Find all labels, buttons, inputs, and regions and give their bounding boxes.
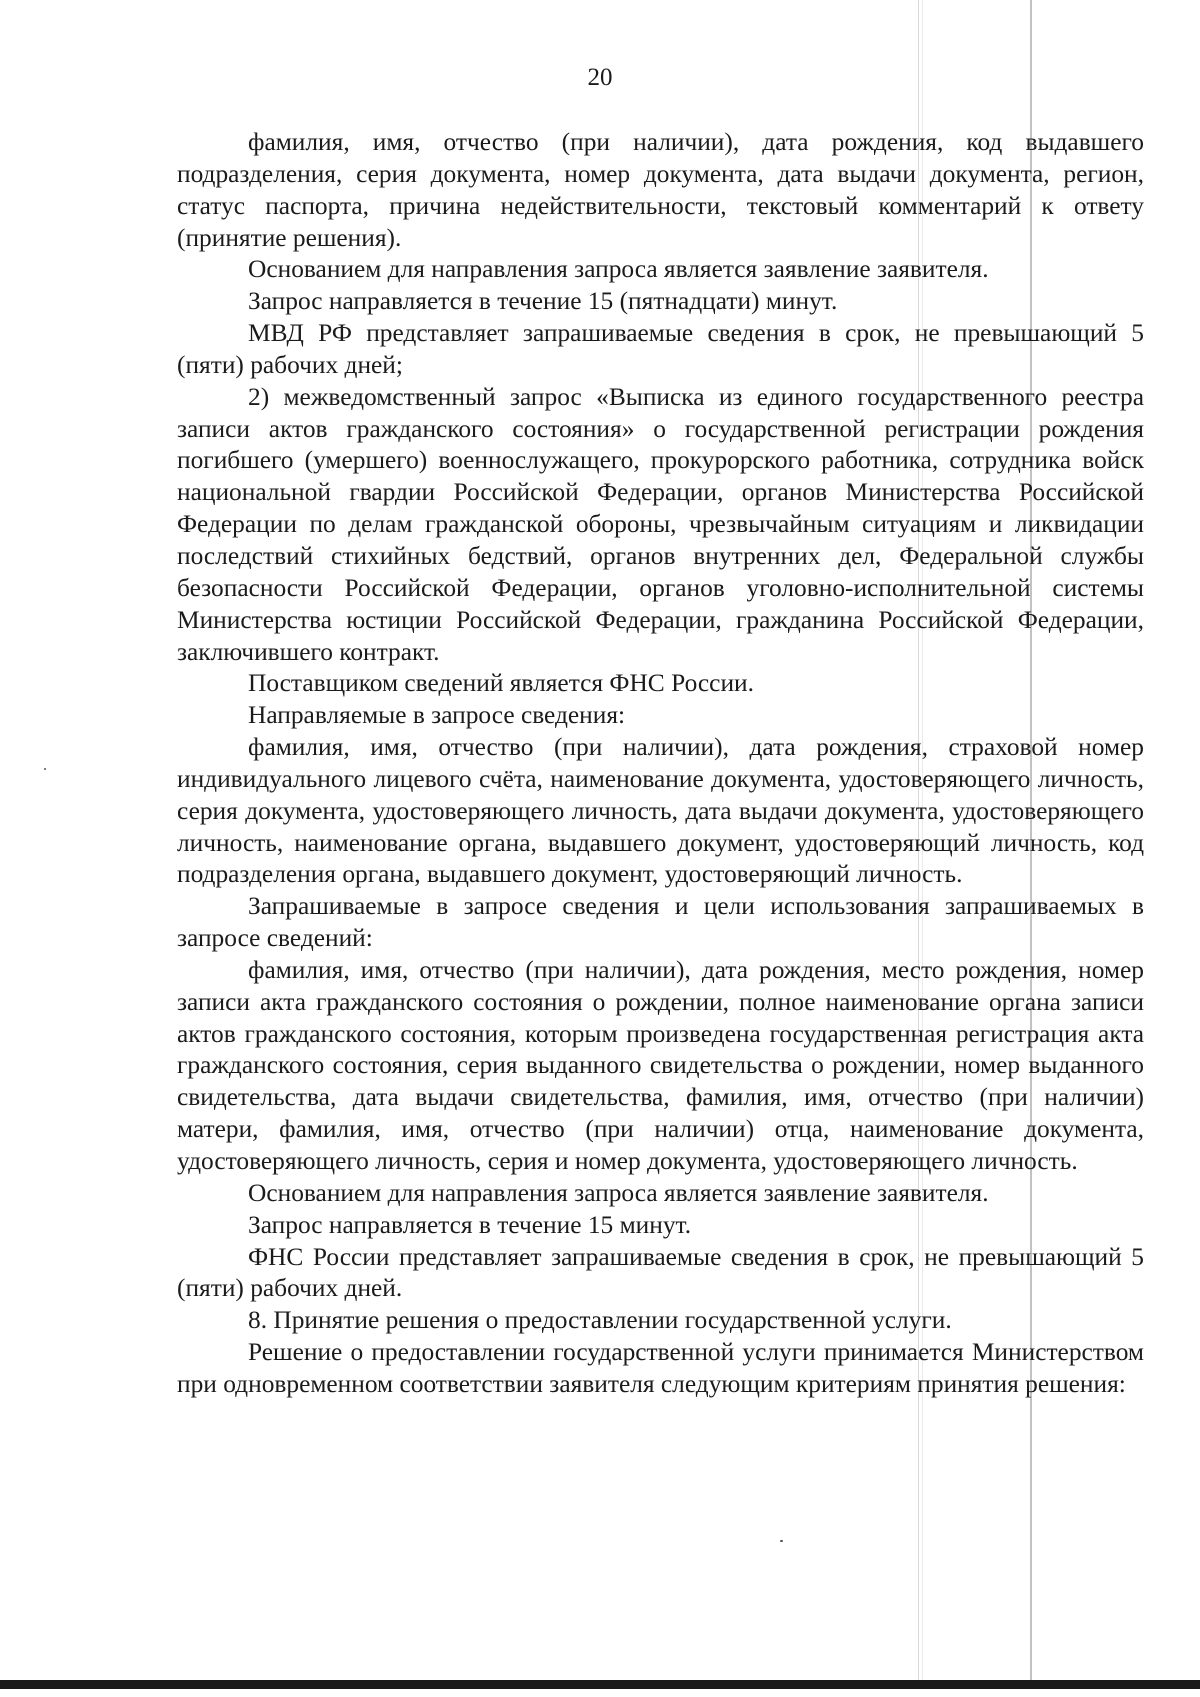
- paragraph: Поставщиком сведений является ФНС России.: [248, 669, 754, 698]
- paragraph: Запрос направляется в течение 15 (пятнадцати) минут.: [248, 287, 838, 316]
- paragraph: Направляемые в запросе сведения:: [248, 701, 626, 730]
- paragraph: фамилия, имя, отчество (при наличии), дата рождения, страховой номер индивидуального лицевого счёта, наименование документа, удостоверяющего личность, серия документа, удостоверяющего личность, дата выдачи документа, удостоверяющего личность, наименование органа, выдавшего документ, удостоверяющий личность, код подразделения органа, выдавшего документ, удостоверяющий личность.: [177, 733, 1144, 889]
- paragraph: Основанием для направления запроса является заявление заявителя.: [248, 1178, 989, 1207]
- paragraph: Запрос направляется в течение 15 минут.: [248, 1210, 692, 1239]
- paragraph: 2) межведомственный запрос «Выписка из единого государственного реестра записи актов гражданского состояния» о государственной регистрации рождения погибшего (умершего) военнослужащего, прокурорского работника, сотрудника войск национальной гвардии Российской Федерации, органов Министерства Российской Федерации по делам гражданской обороны, чрезвычайным ситуациям и ликвидации последствий стихийных бедствий, органов внутренних дел, Федеральной службы безопасности Российской Федерации, органов уголовно-исполнительной системы Министерства юстиции Российской Федерации, гражданина Российской Федерации, заключившего контракт.: [177, 382, 1144, 666]
- paragraph: фамилия, имя, отчество (при наличии), дата рождения, код выдавшего подразделения, серия документа, номер документа, дата выдачи документа, регион, статус паспорта, причина недействительности, текстовый комментарий к ответу (принятие решения).: [177, 128, 1144, 252]
- paragraph: Решение о предоставлении государственной услуги принимается Министерством при одновременном соответствии заявителя следующим критериям принятия решения:: [177, 1338, 1144, 1398]
- scan-artifact-dot: [780, 1540, 783, 1542]
- scan-artifact-dot: [44, 768, 46, 770]
- paragraph: МВД РФ представляет запрашиваемые сведения в срок, не превышающий 5 (пяти) рабочих дней;: [177, 319, 1144, 379]
- paragraph: ФНС России представляет запрашиваемые сведения в срок, не превышающий 5 (пяти) рабочих дней.: [177, 1242, 1144, 1303]
- paragraph: Запрашиваемые в запросе сведения и цели использования запрашиваемых в запросе сведений:: [177, 892, 1144, 953]
- document-body: [177, 127, 1144, 1401]
- paragraph: фамилия, имя, отчество (при наличии), дата рождения, место рождения, номер записи акта гражданского состояния о рождении, полное наименование органа записи актов гражданского состояния, которым произведена государственная регистрация акта гражданского состояния, серия выданного свидетельства о рождении, номер выданного свидетельства, дата выдачи свидетельства, фамилия, имя, отчество (при наличии) матери, фамилия, имя, отчество (при наличии) отца, наименование документа, удостоверяющего личность, серия и номер документа, удостоверяющего личность.: [177, 955, 1144, 1175]
- scan-bottom-edge: [0, 1680, 1200, 1689]
- paragraph: 8. Принятие решения о предоставлении государственной услуги.: [248, 1306, 952, 1335]
- page-number: 20: [587, 64, 613, 91]
- paragraph: Основанием для направления запроса является заявление заявителя.: [248, 255, 989, 284]
